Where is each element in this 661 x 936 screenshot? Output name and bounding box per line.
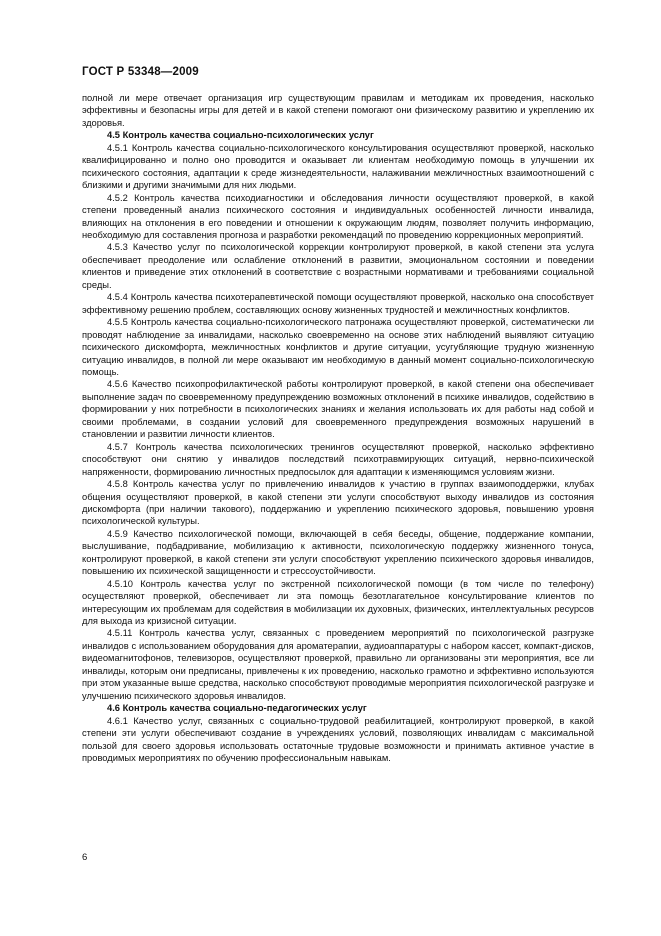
paragraph-4-5-3: 4.5.3 Качество услуг по психологической коррекции контролируют проверкой, в какой степени эта услуга обеспечивает преодоление или ослабление отклонений в развитии, эмоциональном состоянии и поведении клиентов и приведение этих отклонений в соответствие с возрастными нормативами и требованиями социальной среды. [82, 242, 594, 290]
paragraph-continuation: полной ли мере отвечает организация игр существующим правилам и методикам их проведения, насколько эффективны и безопасны игры для детей и в какой степени помогают они физическому развитию и укреплению их здоровья. [82, 93, 594, 128]
paragraph-4-5-11: 4.5.11 Контроль качества услуг, связанных с проведением мероприятий по психологической разгрузке инвалидов с использованием оборудования для ароматерапии, аудиоаппаратуры с набором кассет, компакт-дисков, видеомагнитофонов, телевизоров, осуществляют проверкой, правильно ли организованы эти мероприятия, все ли инвалиды, которым они предписаны, привлечены к их проведению, насколько грамотно и эффективно используются при этом указанные выше средства, насколько способствуют проводимые мероприятия психологической разгрузке и улучшению психического здоровья инвалидов. [82, 628, 594, 701]
paragraph-4-5-2: 4.5.2 Контроль качества психодиагностики и обследования личности осуществляют проверкой, в какой степени проведенный анализ психического состояния и индивидуальных особенностей личности инвалида, влияющих на отклонения в его поведении и отношении к окружающим людям, позволяет получить информацию, необходимую для составления прогноза и разработки рекомендаций по проведению коррекционных мероприятий. [82, 192, 594, 240]
document-body [82, 92, 594, 764]
paragraph-4-6-1: 4.6.1 Качество услуг, связанных с социально-трудовой реабилитацией, контролируют проверкой, в какой степени эти услуги обеспечивают создание в учреждениях условий, позволяющих инвалидам с максимальной пользой для своего здоровья использовать остаточные трудовые возможности и принимать активное участие в проводимых мероприятиях по обучению профессиональным навыкам. [82, 715, 594, 764]
page-number: 6 [82, 852, 88, 863]
paragraph-4-5-6: 4.5.6 Качество психопрофилактической работы контролируют проверкой, в какой степени она обеспечивает выполнение задач по своевременному предупреждению возможных отклонений в психике инвалидов, содействию в формировании у них потребности в психологических знаниях и желания использовать их для работы над собой и своими проблемами, в создании условий для своевременного предупреждения возможных нарушений в становлении и развитии личности клиентов. [82, 379, 594, 440]
paragraph-4-5-7: 4.5.7 Контроль качества психологических тренингов осуществляют проверкой, насколько эффективно способствуют они снятию у инвалидов последствий психотравмирующих ситуаций, нервно-психической напряженности, формированию личностных предпосылок для адаптации к изменяющимся условиям жизни. [82, 441, 594, 477]
paragraph-4-5-5: 4.5.5 Контроль качества социально-психологического патронажа осуществляют проверкой, систематически ли проводят наблюдение за инвалидами, насколько своевременно на основе этих наблюдений выявляют ситуацию психического дискомфорта, межличностных конфликтов и другие ситуации, усугубляющие трудную жизненную ситуацию инвалидов, в полной ли мере оказывают им необходимую в данный момент социально-психологическую помощь. [82, 317, 594, 377]
standard-header: ГОСТ Р 53348—2009 [82, 66, 199, 78]
paragraph-4-5-8: 4.5.8 Контроль качества услуг по привлечению инвалидов к участию в группах взаимоподдержки, клубах общения осуществляют проверкой, в какой степени эти услуги способствуют выходу инвалидов из состояния дискомфорта (при наличии такового), поддержанию и укреплению психического здоровья, повышению уровня психологической культуры. [82, 479, 594, 527]
section-heading-4-6: 4.6 Контроль качества социально-педагогических услуг [107, 703, 367, 714]
paragraph-4-5-9: 4.5.9 Качество психологической помощи, включающей в себя беседы, общение, поддержание компании, выслушивание, подбадривание, мобилизацию к активности, психологическую поддержку жизненного тонуса, контролируют проверкой, в какой степени эти услуги способствуют укреплению психического здоровья инвалидов, повышению их психической защищенности и стрессоустойчивости. [82, 528, 594, 577]
section-heading-4-5: 4.5 Контроль качества социально-психологических услуг [107, 130, 374, 141]
paragraph-4-5-10: 4.5.10 Контроль качества услуг по экстренной психологической помощи (в том числе по телефону) осуществляют проверкой, обеспечивает ли эта помощь безотлагательное консультирование клиентов по интересующим их проблемам для содействия в мобилизации их духовных, физических, интеллектуальных ресурсов для выхода из кризисной ситуации. [82, 578, 594, 627]
paragraph-4-5-4: 4.5.4 Контроль качества психотерапевтической помощи осуществляют проверкой, насколько она способствует эффективному решению проблем, составляющих основу жизненных трудностей и межличностных конфликтов. [82, 292, 594, 315]
paragraph-4-5-1: 4.5.1 Контроль качества социально-психологического консультирования осуществляют проверкой, насколько квалифицированно и полно оно проводится и оказывает ли клиентам необходимую помощь в улучшении их психического состояния, адаптации к среде жизнедеятельности, налаживании межличностных взаимоотношений с близкими и другими значимыми для них людьми. [82, 142, 594, 191]
